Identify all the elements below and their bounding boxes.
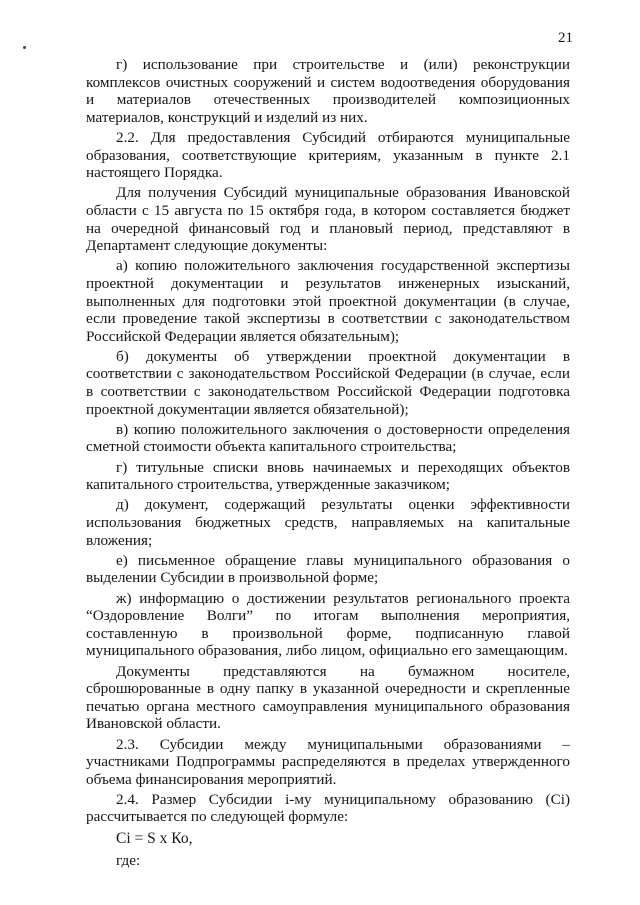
formula-where-label: где: bbox=[116, 851, 141, 869]
paragraph-2-4: 2.4. Размер Субсидии i-му муниципальному образованию (Ci) рассчитывается по следующей формуле: bbox=[86, 790, 570, 826]
list-item-zh: ж) информацию о достижении результатов регионального проекта “Оздоровление Волги” по итогам выполнения мероприятия, составленную в произвольной форме, подписанную главой муниципального образования, либо лицом, официально его замещающим. bbox=[86, 589, 570, 660]
list-item-g: г) титульные списки вновь начинаемых и переходящих объектов капитального строительства, утвержденные заказчиком; bbox=[86, 458, 570, 494]
list-item-b: б) документы об утверждении проектной документации в соответствии с законодательством Российской Федерации (в случае, если в соответствии с законодательством Российской Федерации подготовка проектной документации является обязательной); bbox=[86, 347, 570, 418]
body-text bbox=[86, 56, 570, 869]
list-item-d: д) документ, содержащий результаты оценки эффективности использования бюджетных средств, направляемых на капитальные вложения; bbox=[86, 496, 570, 549]
paragraph-2-3: 2.3. Субсидии между муниципальными образованиями – участниками Подпрограммы распределяются в пределах утвержденного объема финансирования мероприятий. bbox=[86, 735, 570, 788]
paragraph-g-materials: г) использование при строительстве и (или) реконструкции комплексов очистных сооружений и систем водоотведения оборудования и материалов отечественных производителей композиционных материалов, конструкций и изделий из них. bbox=[86, 56, 570, 126]
paragraph-documents-intro: Для получения Субсидий муниципальные образования Ивановской области с 15 августа по 15 октября года, в котором составляется бюджет на очередной финансовый год и плановый период, представляют в Департамент следующие документы: bbox=[86, 184, 570, 255]
list-item-v: в) копию положительного заключения о достоверности определения сметной стоимости объекта капитального строительства; bbox=[86, 420, 570, 456]
paragraph-2-2: 2.2. Для предоставления Субсидий отбираются муниципальные образования, соответствующие критериям, указанным в пункте 2.1 настоящего Порядка. bbox=[86, 128, 570, 182]
list-item-e: е) письменное обращение главы муниципального образования о выделении Субсидии в произвольной форме; bbox=[86, 551, 570, 587]
list-item-a: а) копию положительного заключения государственной экспертизы проектной документации и результатов инженерных изысканий, выполненных для подготовки этой проектной документации (в случае, если проведение такой экспертизы в соответствии с законодательством Российской Федерации является обязательным); bbox=[86, 257, 570, 345]
paragraph-documents-submission: Документы представляются на бумажном носителе, сброшюрованные в одну папку в указанной очередности и скрепленные печатью органа местного самоуправления муниципального образования Ивановской области. bbox=[86, 662, 570, 733]
scan-speck bbox=[23, 46, 26, 49]
subsidy-formula: Ci = S x Ко, bbox=[116, 830, 193, 848]
page-number: 21 bbox=[558, 30, 573, 46]
